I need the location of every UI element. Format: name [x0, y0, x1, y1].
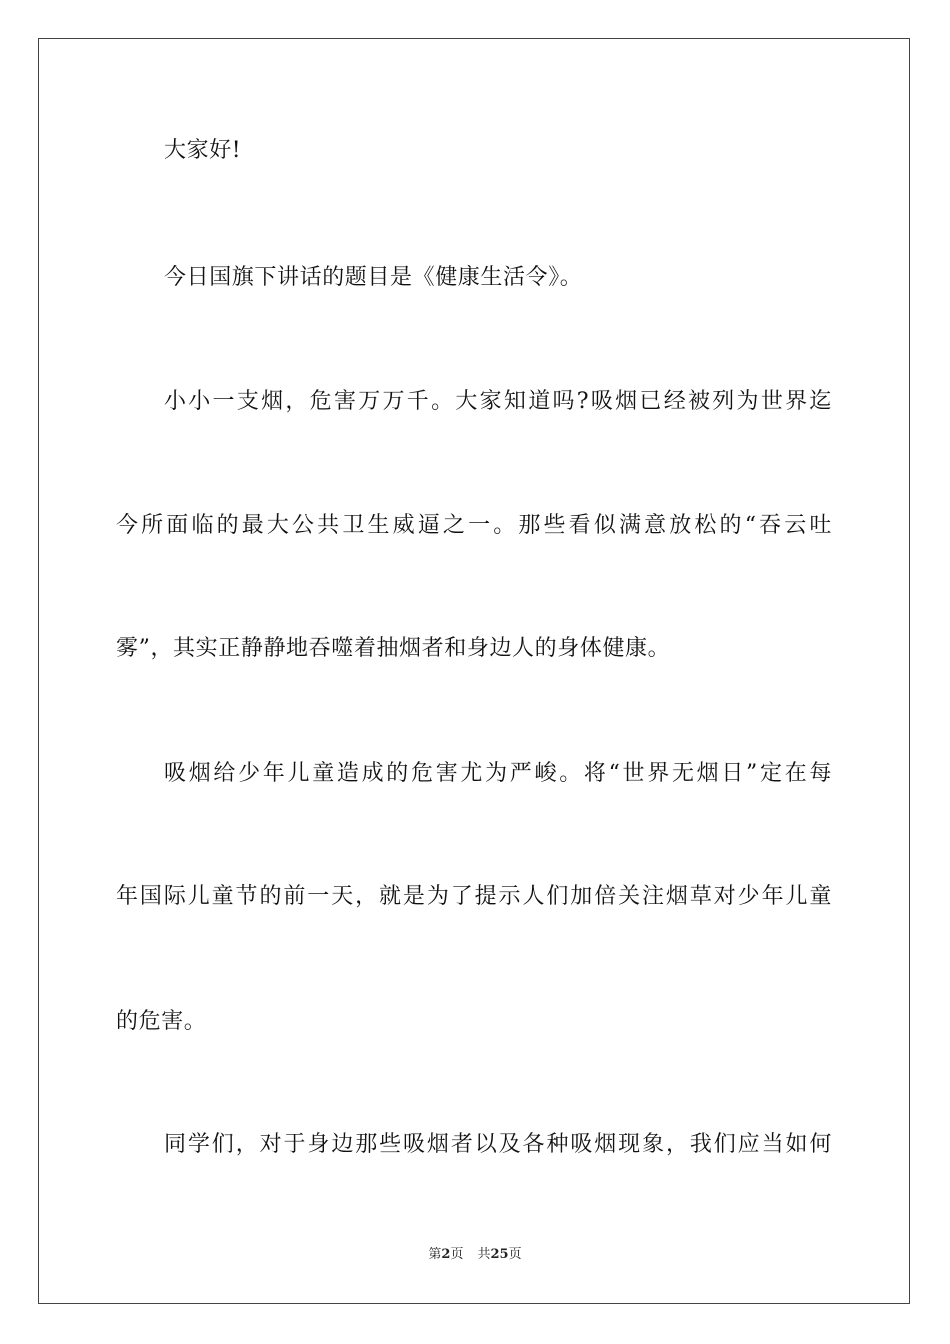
paragraph-4-line-1: 同学们，对于身边那些吸烟者以及各种吸烟现象，我们应当如何 [164, 1132, 832, 1157]
paragraph-2-line-2: 今所面临的最大公共卫生威逼之一。那些看似满意放松的“吞云吐 [116, 513, 832, 538]
page-number: 2 [441, 1247, 451, 1262]
greeting-line: 大家好! [164, 138, 242, 163]
page-footer [0, 1246, 950, 1264]
paragraph-2-line-1: 小小一支烟，危害万万千。大家知道吗?吸烟已经被列为世界迄 [164, 389, 832, 414]
total-suffix: 页 [508, 1247, 522, 1262]
paragraph-3-line-2: 年国际儿童节的前一天，就是为了提示人们加倍关注烟草对少年儿童 [116, 884, 832, 909]
paragraph-2-line-3: 雾”，其实正静静地吞噬着抽烟者和身边人的身体健康。 [116, 636, 671, 661]
paragraph-1-line-1: 今日国旗下讲话的题目是《健康生活令》。 [164, 265, 583, 290]
paragraph-3-line-3: 的危害。 [116, 1009, 207, 1034]
total-pages: 25 [490, 1247, 509, 1262]
total-prefix: 共 [477, 1247, 491, 1262]
page-suffix: 页 [450, 1247, 464, 1262]
paragraph-3-line-1: 吸烟给少年儿童造成的危害尤为严峻。将“世界无烟日”定在每 [164, 761, 832, 786]
page-prefix: 第 [428, 1247, 442, 1262]
page-border [38, 38, 910, 1304]
